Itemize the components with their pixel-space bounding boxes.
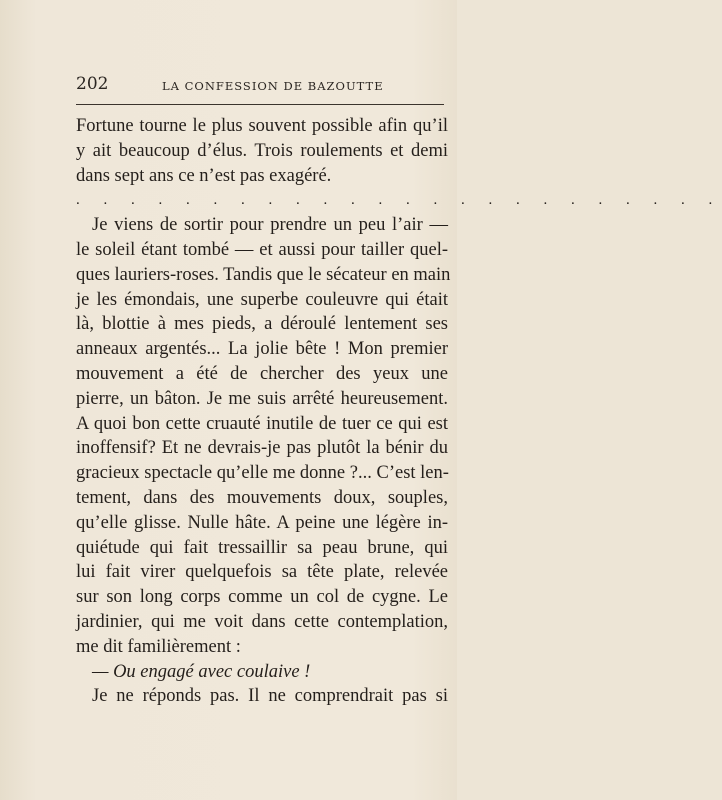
text-line: A quoi bon cette cruauté inutile de tuer ce qui est: [76, 413, 448, 434]
text-line: mouvement a été de chercher des yeux une: [76, 363, 448, 384]
text-line: inoffensif? Et ne devrais-je pas plutôt la bénir du: [76, 438, 448, 459]
text-line: Fortune tourne le plus souvent possible afin qu’il: [76, 116, 448, 136]
text-line: ques lauriers-roses. Tandis que le sécateur en main: [76, 264, 451, 285]
text-line: là, blottie à mes pieds, a déroulé lentement ses: [76, 314, 448, 335]
text-line: dans sept ans ce n’est pas exagéré.: [76, 165, 332, 186]
text-line: qu’elle glisse. Nulle hâte. A peine une légère in-: [76, 512, 448, 533]
page-number: 202: [76, 74, 109, 94]
ellipsis-separator: . . . . . . . . . . . . . . . . . . . . . . . .: [76, 192, 722, 209]
text-line: le soleil étant tombé — et aussi pour tailler quel-: [76, 239, 448, 260]
text-line: anneaux argentés... La jolie bête ! Mon premier: [76, 339, 448, 360]
body-text: [76, 114, 722, 709]
page-header: [76, 72, 446, 98]
text-line: pierre, un bâton. Je me suis arrêté heureusement.: [76, 388, 448, 409]
dialogue-line: — Ou engagé avec coulaive !: [92, 661, 311, 682]
text-line: Je viens de sortir pour prendre un peu l’air —: [92, 215, 448, 236]
text-line: lui fait virer quelquefois sa tête plate, relevée: [76, 562, 448, 583]
header-rule: [76, 104, 444, 105]
text-line: Je ne réponds pas. Il ne comprendrait pas si: [92, 686, 448, 707]
text-line: y ait beaucoup d’élus. Trois roulements et demi: [76, 140, 448, 161]
text-line: je les émondais, une superbe couleuvre qui était: [76, 289, 448, 310]
text-line: quiétude qui fait tressaillir sa peau brune, qui: [76, 537, 448, 558]
text-line: sur son long corps comme un col de cygne. Le: [76, 587, 448, 608]
text-line: tement, dans des mouvements doux, souples,: [76, 487, 448, 508]
running-title: LA CONFESSION DE BAZOUTTE: [162, 79, 384, 93]
text-line: gracieux spectacle qu’elle me donne ?... C’est len-: [76, 463, 449, 484]
text-line: jardinier, qui me voit dans cette contemplation,: [76, 611, 448, 632]
text-line: me dit familièrement :: [76, 636, 241, 657]
